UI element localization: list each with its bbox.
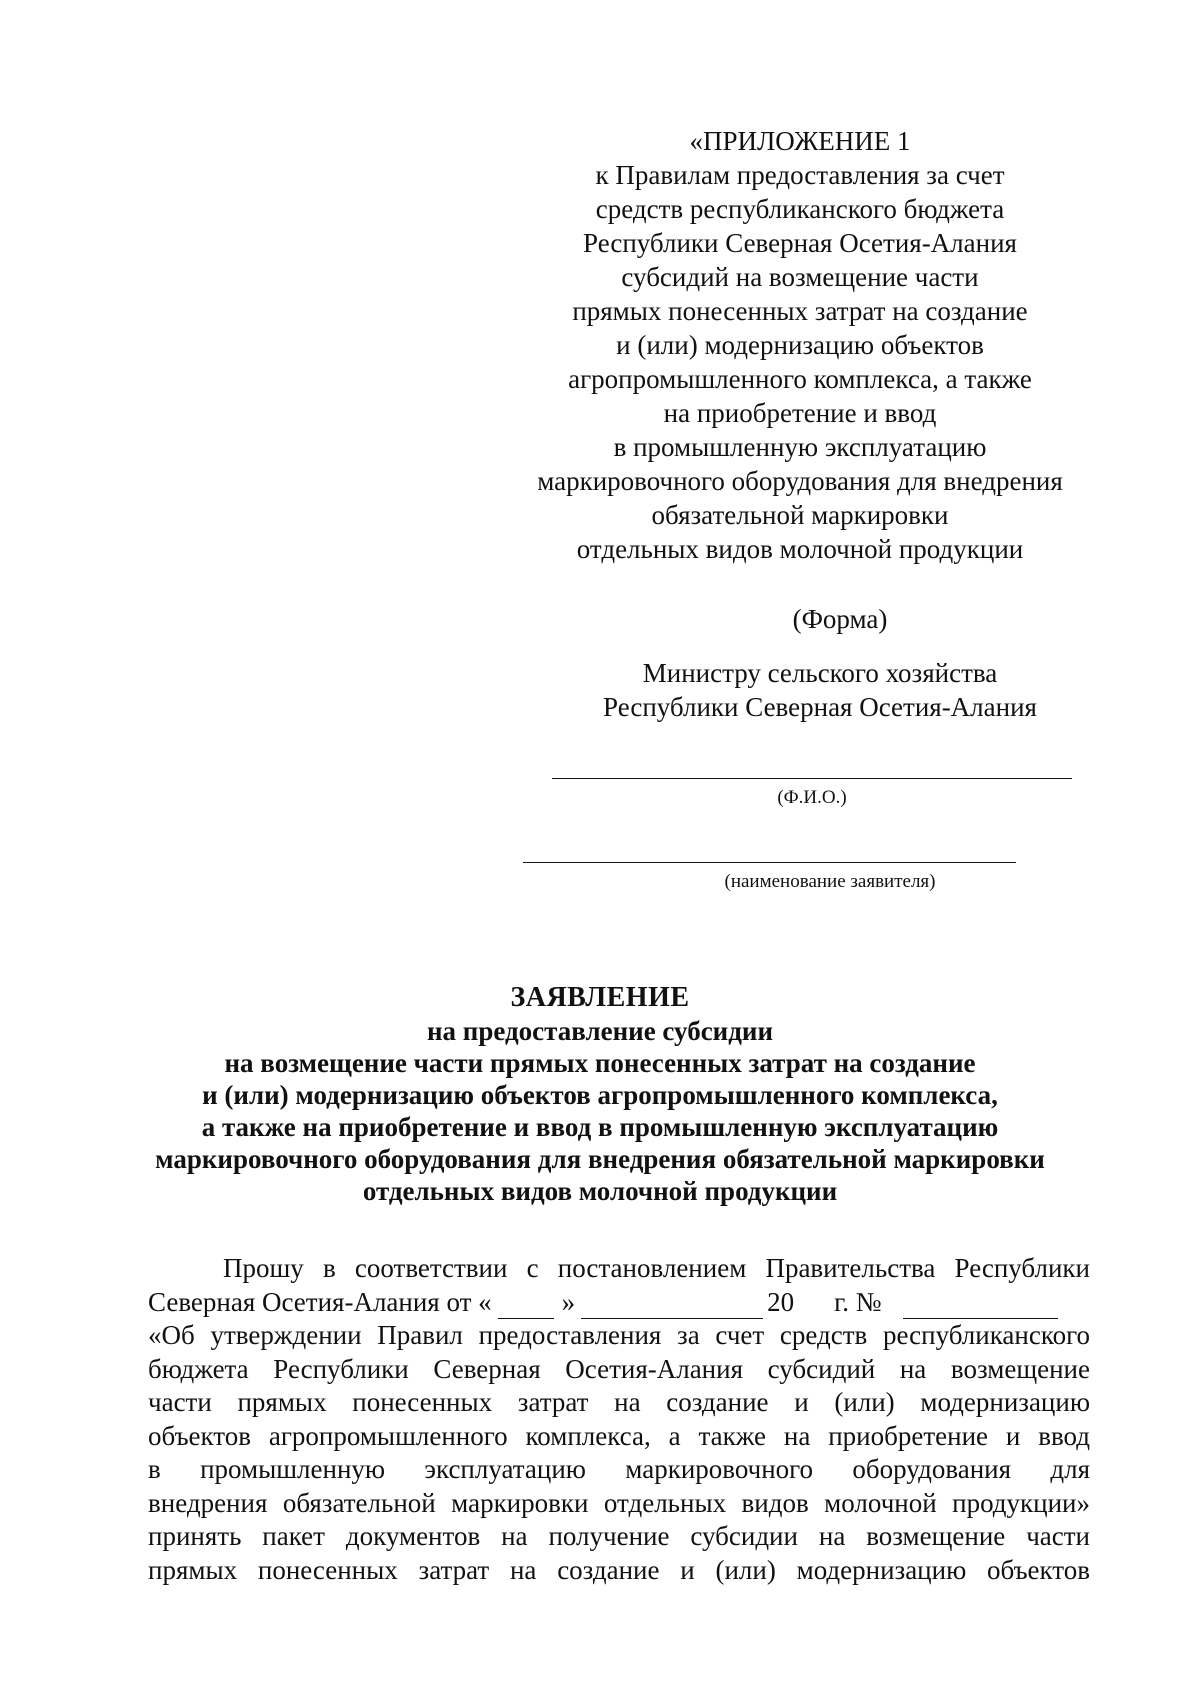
- fio-caption: (Ф.И.О.): [777, 787, 847, 808]
- date-row: [148, 1286, 1090, 1320]
- statement-title-block: [110, 982, 1090, 1207]
- body-line: части прямых понесенных затрат на создание и (или) модернизацию: [148, 1387, 1090, 1417]
- form-label: (Форма): [792, 604, 888, 634]
- statement-subtitle-line: а также на приобретение и ввод в промышленную эксплуатацию: [201, 1112, 999, 1142]
- appendix-line: на приобретение и ввод: [663, 398, 937, 428]
- day-blank[interactable]: [498, 1296, 554, 1319]
- body-line: прямых понесенных затрат на создание и (или) модернизацию объектов: [148, 1554, 1090, 1585]
- fio-line[interactable]: [552, 778, 1072, 779]
- appendix-line: агропромышленного комплекса, а также: [568, 364, 1032, 394]
- number-label: г. №: [834, 1286, 882, 1317]
- statement-subtitle-line: на предоставление субсидии: [426, 1016, 774, 1046]
- appendix-line: и (или) модернизацию объектов: [616, 330, 984, 360]
- statement-subtitle-line: и (или) модернизацию объектов агропромышленного комплекса,: [202, 1080, 998, 1110]
- appendix-line: субсидий на возмещение части: [621, 262, 979, 292]
- body-line: Прошу в соответствии с постановлением Правительства Республики: [223, 1253, 1090, 1283]
- appendix-line: «ПРИЛОЖЕНИЕ 1: [689, 126, 911, 156]
- addressee-block: [550, 656, 1090, 724]
- date-prefix: Северная Осетия-Алания от «: [148, 1286, 492, 1317]
- statement-body: [148, 1252, 1090, 1587]
- applicant-line[interactable]: [523, 862, 1016, 863]
- month-blank[interactable]: [581, 1296, 763, 1319]
- appendix-line: Республики Северная Осетия-Алания: [583, 228, 1017, 258]
- statement-title: ЗАЯВЛЕНИЕ: [510, 982, 690, 1013]
- year-prefix: 20: [767, 1286, 795, 1317]
- statement-subtitle-line: на возмещение части прямых понесенных затрат на создание: [224, 1048, 976, 1078]
- statement-subtitle-line: отдельных видов молочной продукции: [362, 1176, 838, 1206]
- appendix-header: [510, 124, 1090, 566]
- body-line: объектов агропромышленного комплекса, а также на приобретение и ввод: [148, 1420, 1090, 1451]
- applicant-caption: (наименование заявителя): [724, 871, 936, 892]
- appendix-line: в промышленную эксплуатацию: [613, 432, 987, 462]
- body-line: в промышленную эксплуатацию маркировочного оборудования для: [148, 1454, 1090, 1484]
- appendix-line: к Правилам предоставления за счет: [595, 160, 1005, 190]
- appendix-line: отдельных видов молочной продукции: [576, 534, 1024, 564]
- appendix-line: маркировочного оборудования для внедрения: [537, 466, 1063, 496]
- body-line: бюджета Республики Северная Осетия-Алания субсидий на возмещение: [148, 1353, 1090, 1384]
- body-line: принять пакет документов на получение субсидии на возмещение части: [148, 1521, 1090, 1551]
- addressee-line: Министру сельского хозяйства: [642, 658, 998, 688]
- body-line: «Об утверждении Правил предоставления за счет средств республиканского: [148, 1320, 1090, 1350]
- appendix-line: средств республиканского бюджета: [595, 194, 1005, 224]
- addressee-line: Республики Северная Осетия-Алания: [603, 692, 1037, 722]
- appendix-line: прямых понесенных затрат на создание: [572, 296, 1028, 326]
- statement-subtitle-line: маркировочного оборудования для внедрения обязательной маркировки: [155, 1144, 1045, 1174]
- date-quote-close: »: [561, 1286, 576, 1317]
- number-blank[interactable]: [903, 1296, 1058, 1319]
- body-line: внедрения обязательной маркировки отдельных видов молочной продукции»: [148, 1487, 1090, 1518]
- appendix-line: обязательной маркировки: [651, 500, 949, 530]
